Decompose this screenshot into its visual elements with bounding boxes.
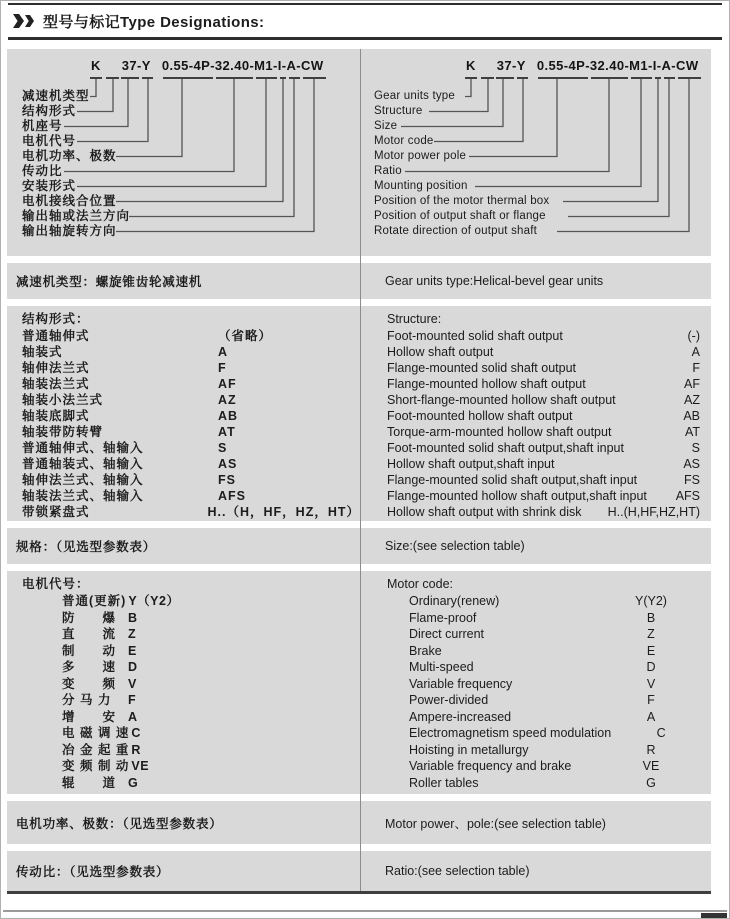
content-panel bbox=[7, 49, 711, 894]
diagram-label: Gear units type bbox=[374, 90, 455, 102]
ratio-row bbox=[7, 851, 711, 894]
motor-row: Brake E bbox=[409, 643, 656, 658]
motor-row: 变 频 制 动 VE bbox=[62, 759, 150, 773]
motor-row: 冶 金 起 重 R bbox=[62, 742, 141, 757]
ratio-en: Ratio:(see selection table) bbox=[385, 864, 530, 878]
motor-row: 增 安 A bbox=[62, 709, 138, 724]
structure-zh-title: 结构形式： bbox=[22, 312, 90, 326]
motor-power-row bbox=[7, 801, 711, 844]
code-part: 0.55-4P-32.40-M1-I-A-CW bbox=[161, 58, 324, 73]
diagram-label: 减速机类型 bbox=[22, 89, 90, 103]
motor-row: 普通(更新) Y（Y2） bbox=[62, 594, 180, 608]
structure-row: Hollow shaft output with shrink disk H..(H,HF,HZ,HT) bbox=[387, 505, 700, 519]
diagram-label: 机座号 bbox=[22, 119, 63, 133]
diagram-label: 电机接线合位置 bbox=[22, 194, 117, 208]
motor-zh-title: 电机代号： bbox=[22, 577, 90, 591]
double-chevron-icon bbox=[25, 15, 34, 27]
diagram-label: 安装形式 bbox=[22, 179, 77, 193]
diagram-english-column bbox=[360, 49, 711, 256]
structure-en-title: Structure: bbox=[387, 312, 442, 326]
motor-en-column bbox=[360, 576, 711, 794]
motor-row: Hoisting in metallurgy R bbox=[409, 742, 656, 757]
structure-row: 轴装法兰式 AF bbox=[22, 377, 237, 391]
motor-row: Multi-speed D bbox=[409, 660, 656, 674]
motor-row: 变 频 V bbox=[62, 676, 137, 691]
diagram-label: Rotate direction of output shaft bbox=[374, 225, 538, 237]
structure-row: Flange-mounted solid shaft output,shaft input FS bbox=[387, 473, 700, 487]
motor-en-title: Motor code: bbox=[387, 577, 454, 591]
motor-row: 防 爆 B bbox=[62, 610, 138, 625]
diagram-label: Position of output shaft or flange bbox=[374, 210, 546, 222]
structure-row: 普通轴装式、轴输入 AS bbox=[22, 457, 238, 471]
code-part: K bbox=[91, 58, 101, 73]
structure-row: Flange-mounted hollow shaft output AF bbox=[387, 377, 700, 391]
structure-row: Foot-mounted hollow shaft output AB bbox=[387, 409, 700, 423]
structure-row: 带锁紧盘式 H..（H，HF，HZ，HT） bbox=[22, 505, 360, 519]
code-part: 37-Y bbox=[496, 58, 526, 73]
structure-row: 轴装小法兰式 AZ bbox=[22, 393, 237, 407]
motor-row: 直 流 Z bbox=[62, 627, 137, 641]
structure-row: Foot-mounted solid shaft output,shaft input S bbox=[387, 441, 700, 455]
structure-row: 普通轴伸式、轴输入 S bbox=[22, 441, 228, 455]
motor-row: Ampere-increased A bbox=[409, 709, 656, 724]
diagram-chinese-column bbox=[7, 49, 360, 256]
motor-row: 多 速 D bbox=[62, 660, 138, 674]
diagram-label: Size bbox=[374, 120, 398, 132]
type-designation-diagram bbox=[7, 49, 711, 256]
page-header bbox=[8, 3, 722, 40]
motor-code-section bbox=[7, 571, 711, 794]
motor-row: Electromagnetism speed modulation C bbox=[409, 726, 666, 740]
structure-row: 轴装底脚式 AB bbox=[22, 409, 239, 423]
diagram-labels-zh bbox=[7, 89, 360, 239]
diagram-label: Ratio bbox=[374, 165, 402, 177]
structure-row: Foot-mounted solid shaft output (-) bbox=[387, 329, 700, 343]
motor-row: Flame-proof B bbox=[409, 610, 656, 625]
motor-row: 分 马 力 F bbox=[62, 693, 137, 707]
motor-row: Roller tables G bbox=[409, 775, 656, 790]
diagram-label: 输出轴旋转方向 bbox=[22, 224, 117, 238]
motor-row: Variable frequency and brake VE bbox=[409, 759, 660, 773]
page-corner-mark bbox=[701, 913, 727, 918]
diagram-label: Motor code bbox=[374, 135, 434, 147]
diagram-labels-en bbox=[360, 89, 711, 239]
motor-power-zh: 电机功率、极数：（见选型参数表） bbox=[16, 816, 223, 831]
diagram-label: Motor power pole bbox=[374, 150, 467, 162]
structure-row: 普通轴伸式 （省略） bbox=[22, 329, 273, 343]
diagram-label: 电机代号 bbox=[22, 134, 77, 148]
diagram-label: 输出轴或法兰方向 bbox=[22, 209, 131, 223]
diagram-label: Structure bbox=[374, 105, 423, 117]
diagram-label: Position of the motor thermal box bbox=[374, 195, 550, 207]
structure-section bbox=[7, 306, 711, 521]
structure-row: Torque-arm-mounted hollow shaft output AT bbox=[387, 425, 700, 439]
gear-type-row bbox=[7, 263, 711, 299]
motor-row: 制 动 E bbox=[62, 643, 137, 658]
structure-row: 轴装带防转臂 AT bbox=[22, 425, 236, 439]
gear-type-en: Gear units type:Helical-bevel gear units bbox=[385, 274, 604, 288]
motor-zh-column bbox=[7, 576, 360, 794]
motor-row: 电 磁 调 速 C bbox=[62, 726, 141, 740]
structure-row: 轴伸法兰式、轴输入 FS bbox=[22, 473, 236, 487]
page-title: 型号与标记Type Designations: bbox=[43, 13, 265, 31]
ratio-zh: 传动比：（见选型参数表） bbox=[16, 865, 170, 879]
size-en: Size:(see selection table) bbox=[385, 539, 525, 553]
structure-row: Flange-mounted solid shaft output F bbox=[387, 361, 700, 375]
structure-row: Flange-mounted hollow shaft output,shaft input AFS bbox=[387, 489, 700, 503]
structure-row: 轴伸法兰式 F bbox=[22, 361, 227, 375]
code-part: 37-Y bbox=[121, 58, 151, 73]
size-row bbox=[7, 528, 711, 564]
structure-row: 轴装式 A bbox=[22, 345, 229, 359]
diagram-label: 结构形式 bbox=[22, 104, 77, 118]
structure-row: Short-flange-mounted hollow shaft output AZ bbox=[387, 393, 700, 407]
motor-row: Ordinary(renew) Y(Y2) bbox=[409, 594, 667, 608]
structure-en-column bbox=[360, 311, 711, 521]
column-divider-line bbox=[360, 49, 361, 891]
double-chevron-icon bbox=[13, 14, 24, 28]
motor-row: 辊 道 G bbox=[62, 775, 139, 790]
diagram-label: Mounting position bbox=[374, 180, 468, 192]
motor-row: Variable frequency V bbox=[409, 676, 656, 691]
motor-row: Direct current Z bbox=[409, 627, 655, 641]
page-bottom-rule bbox=[3, 910, 727, 912]
code-part: 0.55-4P-32.40-M1-I-A-CW bbox=[536, 58, 699, 73]
structure-row: Hollow shaft output,shaft input AS bbox=[387, 457, 700, 471]
diagram-label: 传动比 bbox=[22, 164, 63, 178]
structure-zh-column bbox=[7, 311, 360, 521]
gear-type-zh: 减速机类型：螺旋锥齿轮减速机 bbox=[16, 275, 203, 289]
structure-row: Hollow shaft output A bbox=[387, 345, 700, 359]
structure-row: 轴装法兰式、轴输入 AFS bbox=[22, 489, 246, 503]
size-zh: 规格：（见选型参数表） bbox=[16, 540, 157, 554]
motor-power-en: Motor power、pole:(see selection table) bbox=[385, 816, 606, 831]
motor-row: Power-divided F bbox=[409, 693, 655, 707]
diagram-label: 电机功率、极数 bbox=[22, 149, 117, 163]
code-part: K bbox=[466, 58, 476, 73]
